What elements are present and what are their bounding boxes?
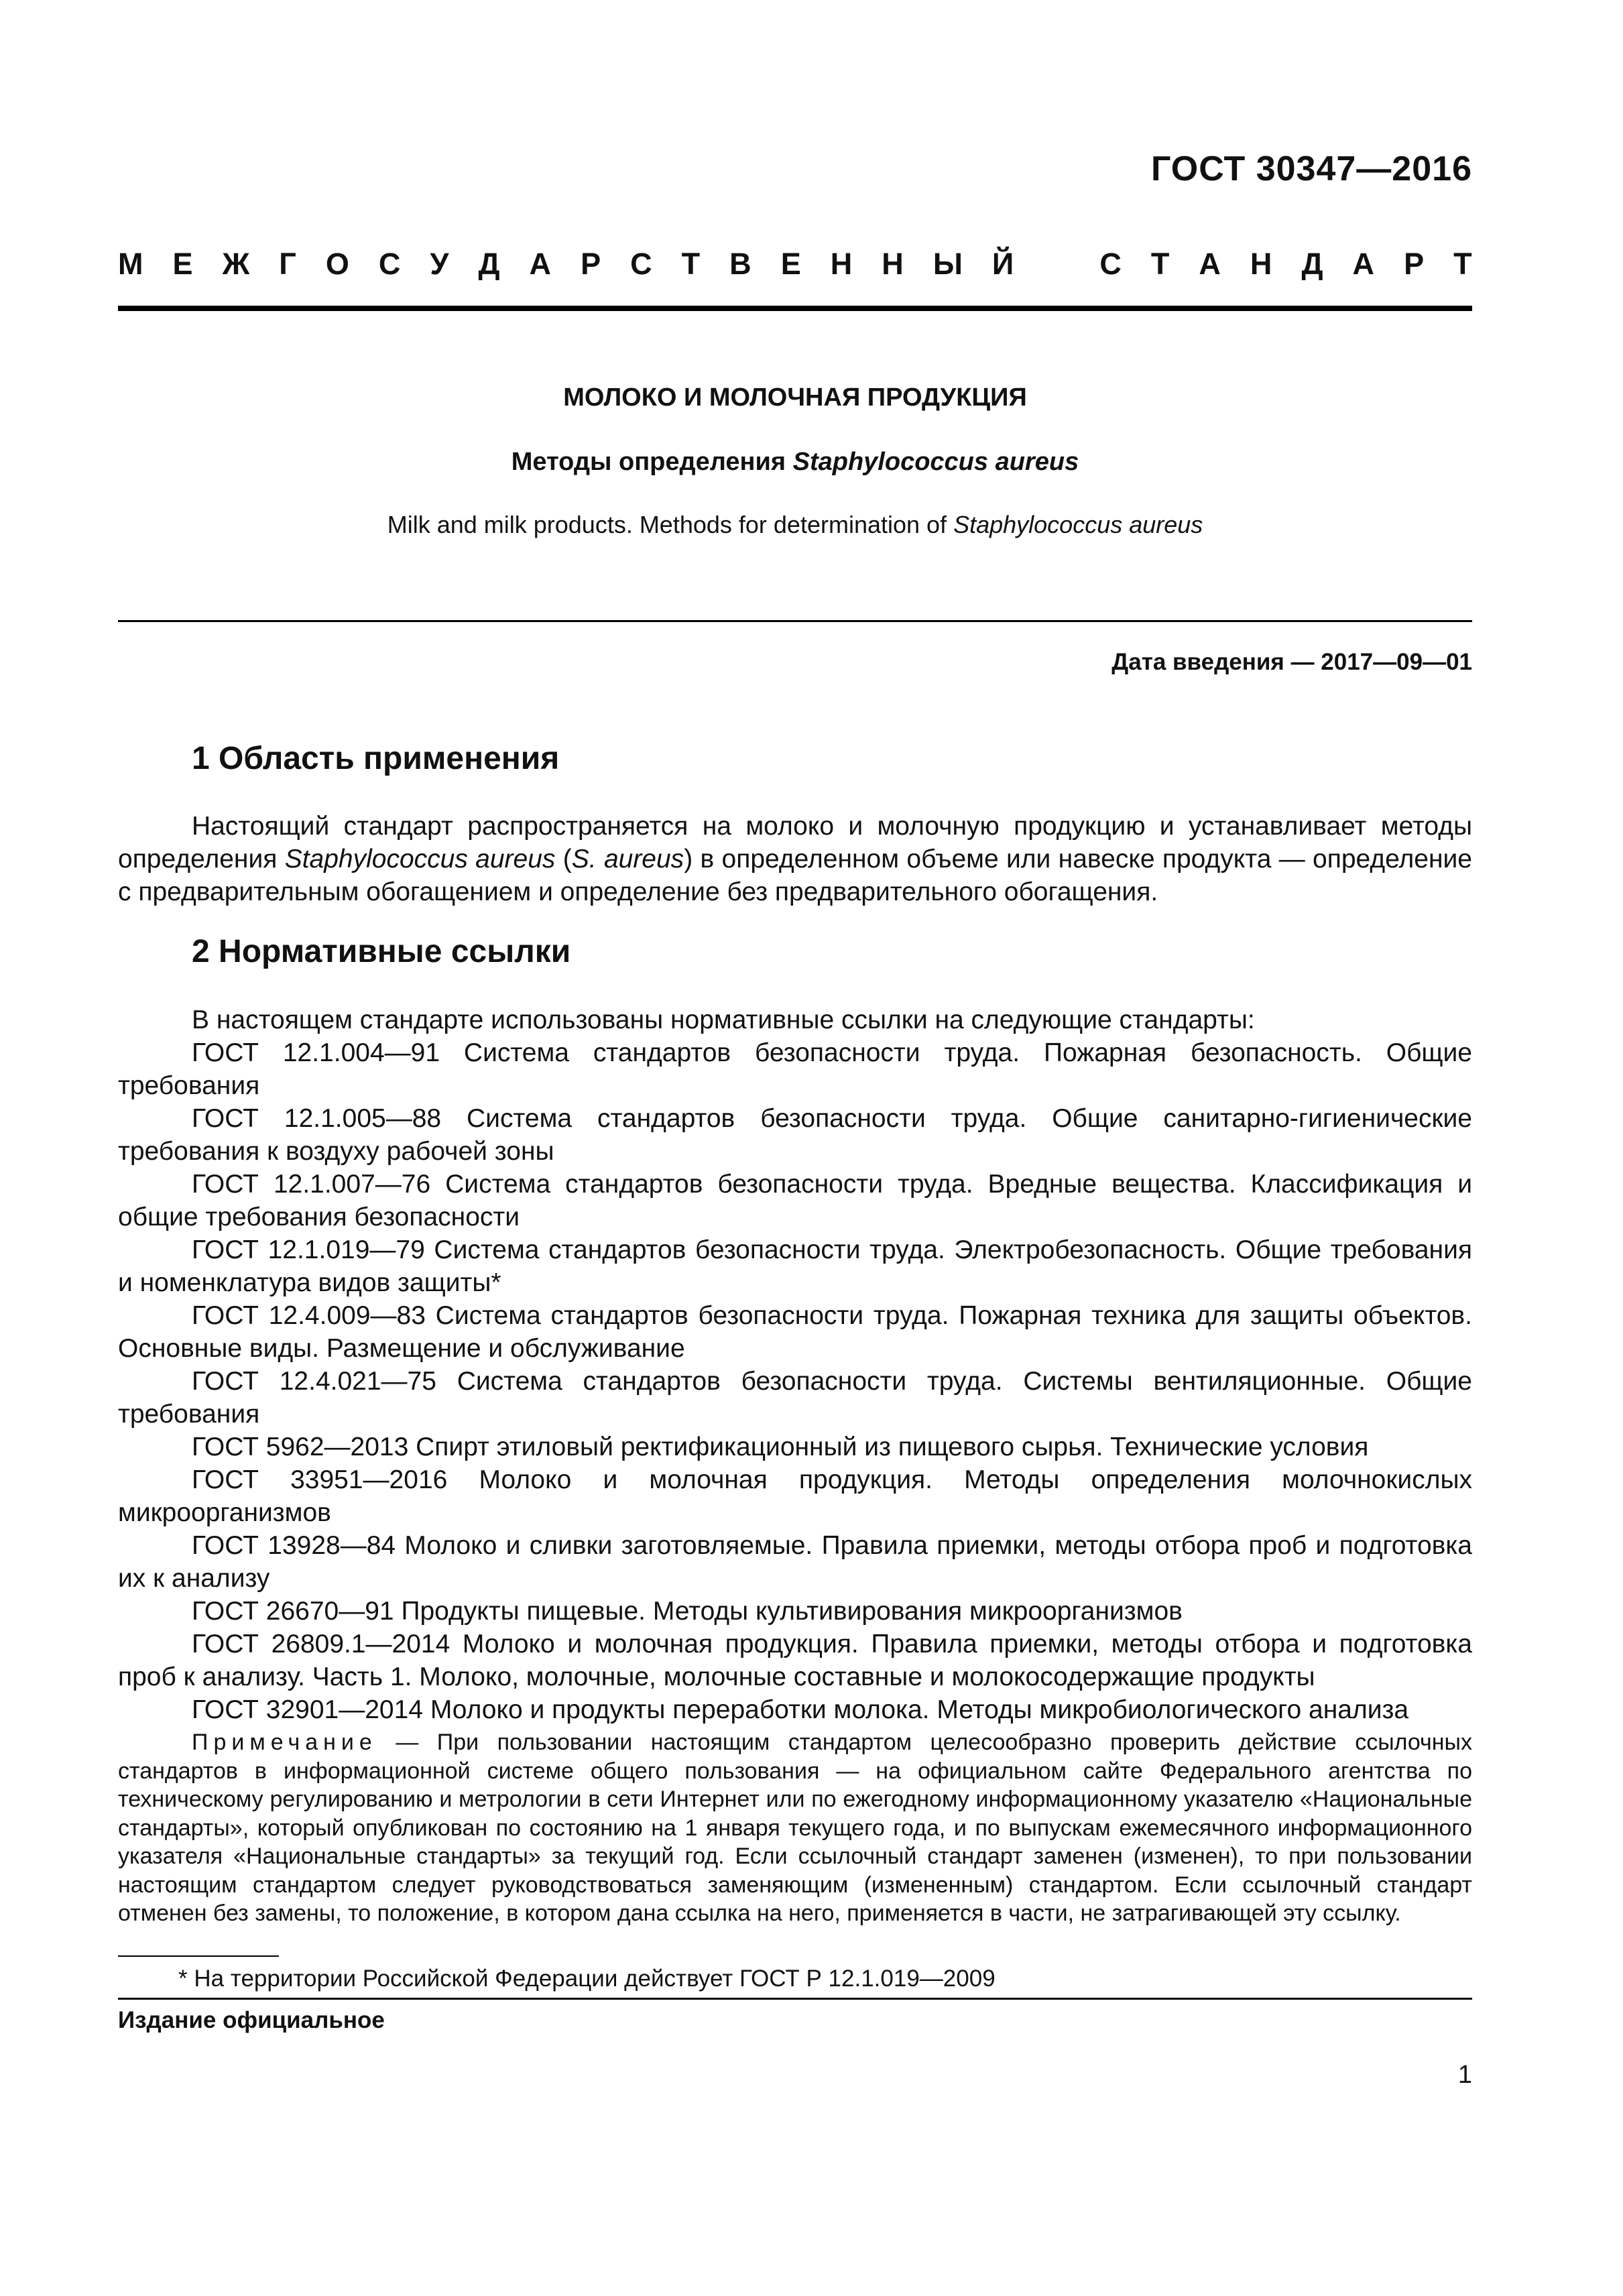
footer-rule — [118, 1998, 1472, 2000]
subtitle-en-text: Milk and milk products. Methods for determination of — [387, 511, 954, 538]
header-letter: Е — [780, 247, 801, 281]
subtitle-text: Методы определения — [511, 448, 793, 476]
references-intro: В настоящем стандарте использованы нормативные ссылки на следующие стандарты: — [192, 1006, 1255, 1034]
header-letter: Т — [681, 247, 701, 281]
title-rule — [118, 620, 1472, 622]
reference-item: ГОСТ 26809.1—2014 Молоко и молочная продукция. Правила приемки, методы отбора и подготовка проб к анализу. Часть 1. Молоко, молочные, молочные составные и молокосодержащие продукты — [118, 1630, 1472, 1691]
header-letter: Е — [172, 247, 193, 281]
text-run: ( — [555, 845, 572, 873]
header-letter: Г — [279, 247, 296, 281]
header-letter: О — [325, 247, 349, 281]
reference-item: ГОСТ 12.1.004—91 Система стандартов безопасности труда. Пожарная безопасность. Общие требования — [118, 1038, 1472, 1100]
header-letter: С — [378, 247, 401, 281]
header-letter: М — [118, 247, 143, 281]
reference-item: ГОСТ 12.4.009—83 Система стандартов безопасности труда. Пожарная техника для защиты объектов. Основные виды. Размещение и обслуживание — [118, 1301, 1472, 1363]
document-subtitle-english — [118, 511, 1472, 539]
header-letter: Н — [1250, 247, 1272, 281]
reference-item: ГОСТ 12.1.007—76 Система стандартов безопасности труда. Вредные вещества. Классификация и общие требования безопасности — [118, 1170, 1472, 1231]
header-letter: Н — [830, 247, 853, 281]
reference-item: ГОСТ 13928—84 Молоко и сливки заготовляемые. Правила приемки, методы отбора проб и подготовка их к анализу — [118, 1531, 1472, 1593]
header-letter: С — [630, 247, 652, 281]
reference-item: ГОСТ 5962—2013 Спирт этиловый ректификационный из пищевого сырья. Технические условия — [192, 1433, 1369, 1461]
note-label: Примечание — [192, 1730, 377, 1755]
header-letter: А — [1199, 247, 1221, 281]
header-letter: Р — [581, 247, 601, 281]
subtitle-en-species: Staphylococcus aureus — [953, 511, 1203, 538]
reference-item: ГОСТ 26670—91 Продукты пищевые. Методы культивирования микроорганизмов — [192, 1597, 1183, 1626]
species-name: Staphylococcus aureus — [284, 845, 556, 873]
reference-item: ГОСТ 12.1.005—88 Система стандартов безопасности труда. Общие санитарно-гигиенические требования к воздуху рабочей зоны — [118, 1104, 1472, 1166]
reference-item: ГОСТ 12.1.019—79 Система стандартов безопасности труда. Электробезопасность. Общие требования и номенклатура видов защиты* — [118, 1235, 1472, 1297]
section-1-paragraph — [118, 810, 1472, 908]
header-letter: Т — [1150, 247, 1170, 281]
header-letter: А — [1352, 247, 1375, 281]
footnote: * На территории Российской Федерации действует ГОСТ Р 12.1.019—2009 — [178, 1966, 996, 1992]
header-letter: У — [430, 247, 449, 281]
document-subtitle — [118, 448, 1472, 477]
edition-label: Издание официальное — [118, 2007, 385, 2033]
reference-item: ГОСТ 12.4.021—75 Система стандартов безопасности труда. Системы вентиляционные. Общие требования — [118, 1367, 1472, 1429]
header-letter: Н — [882, 247, 904, 281]
subtitle-species: Staphylococcus aureus — [792, 448, 1079, 476]
species-abbrev: S. aureus — [571, 845, 684, 873]
section-1-body — [118, 810, 1472, 908]
header-letter: В — [729, 247, 752, 281]
header-letter: Т — [1453, 247, 1472, 281]
page-number: 1 — [1457, 2061, 1472, 2089]
document-title: МОЛОКО И МОЛОЧНАЯ ПРОДУКЦИЯ — [563, 383, 1027, 412]
header-letter: Ж — [222, 247, 250, 281]
header-letter: Д — [478, 247, 500, 281]
note-paragraph — [118, 1728, 1472, 1928]
standard-type-header — [118, 247, 1472, 282]
introduction-date: Дата введения — 2017—09—01 — [1111, 649, 1472, 675]
header-letter — [1043, 247, 1070, 282]
text-run: ) в определенном объеме или навеске продукта — определение с предварительным обогащением и определение без предварительного обогащения. — [118, 845, 1472, 906]
header-rule — [118, 306, 1472, 311]
section-2-body — [118, 1004, 1472, 1726]
reference-item: ГОСТ 33951—2016 Молоко и молочная продукция. Методы определения молочнокислых микроорганизмов — [118, 1465, 1472, 1527]
text-run: Настоящий стандарт распространяется на молоко и молочную продукцию и устанавливает методы определения — [118, 812, 1472, 873]
note-text: — При пользовании настоящим стандартом целесообразно проверить действие ссылочных стандартов в информационной системе общего пользования — на официальном сайте Федерального агентства по техническому регулированию и метрологии в сети Интернет или по ежегодному информационному указателю «Национальные стандарты», который опубликован по состоянию на 1 января текущего года, и по выпускам ежемесячного информационного указателя «Национальные стандарты» за текущий год. Если ссылочный стандарт заменен (изменен), то при пользовании настоящим стандартом следует руководствоваться заменяющим (измененным) стандартом. Если ссылочный стандарт отменен без замены, то положение, в котором дана ссылка на него, применяется в части, не затрагивающей эту ссылку. — [118, 1730, 1472, 1926]
header-letter: Й — [991, 247, 1014, 281]
gost-number: ГОСТ 30347—2016 — [1151, 149, 1472, 188]
reference-item: ГОСТ 32901—2014 Молоко и продукты переработки молока. Методы микробиологического анализа — [192, 1695, 1409, 1724]
header-letter: С — [1099, 247, 1122, 281]
section-1-heading: 1 Область применения — [192, 741, 560, 776]
header-letter: А — [529, 247, 552, 281]
header-letter: Ы — [933, 247, 963, 281]
header-letter: Р — [1404, 247, 1425, 281]
section-2-heading: 2 Нормативные ссылки — [192, 934, 571, 969]
header-letter: Д — [1301, 247, 1323, 281]
footnote-rule — [118, 1955, 279, 1957]
